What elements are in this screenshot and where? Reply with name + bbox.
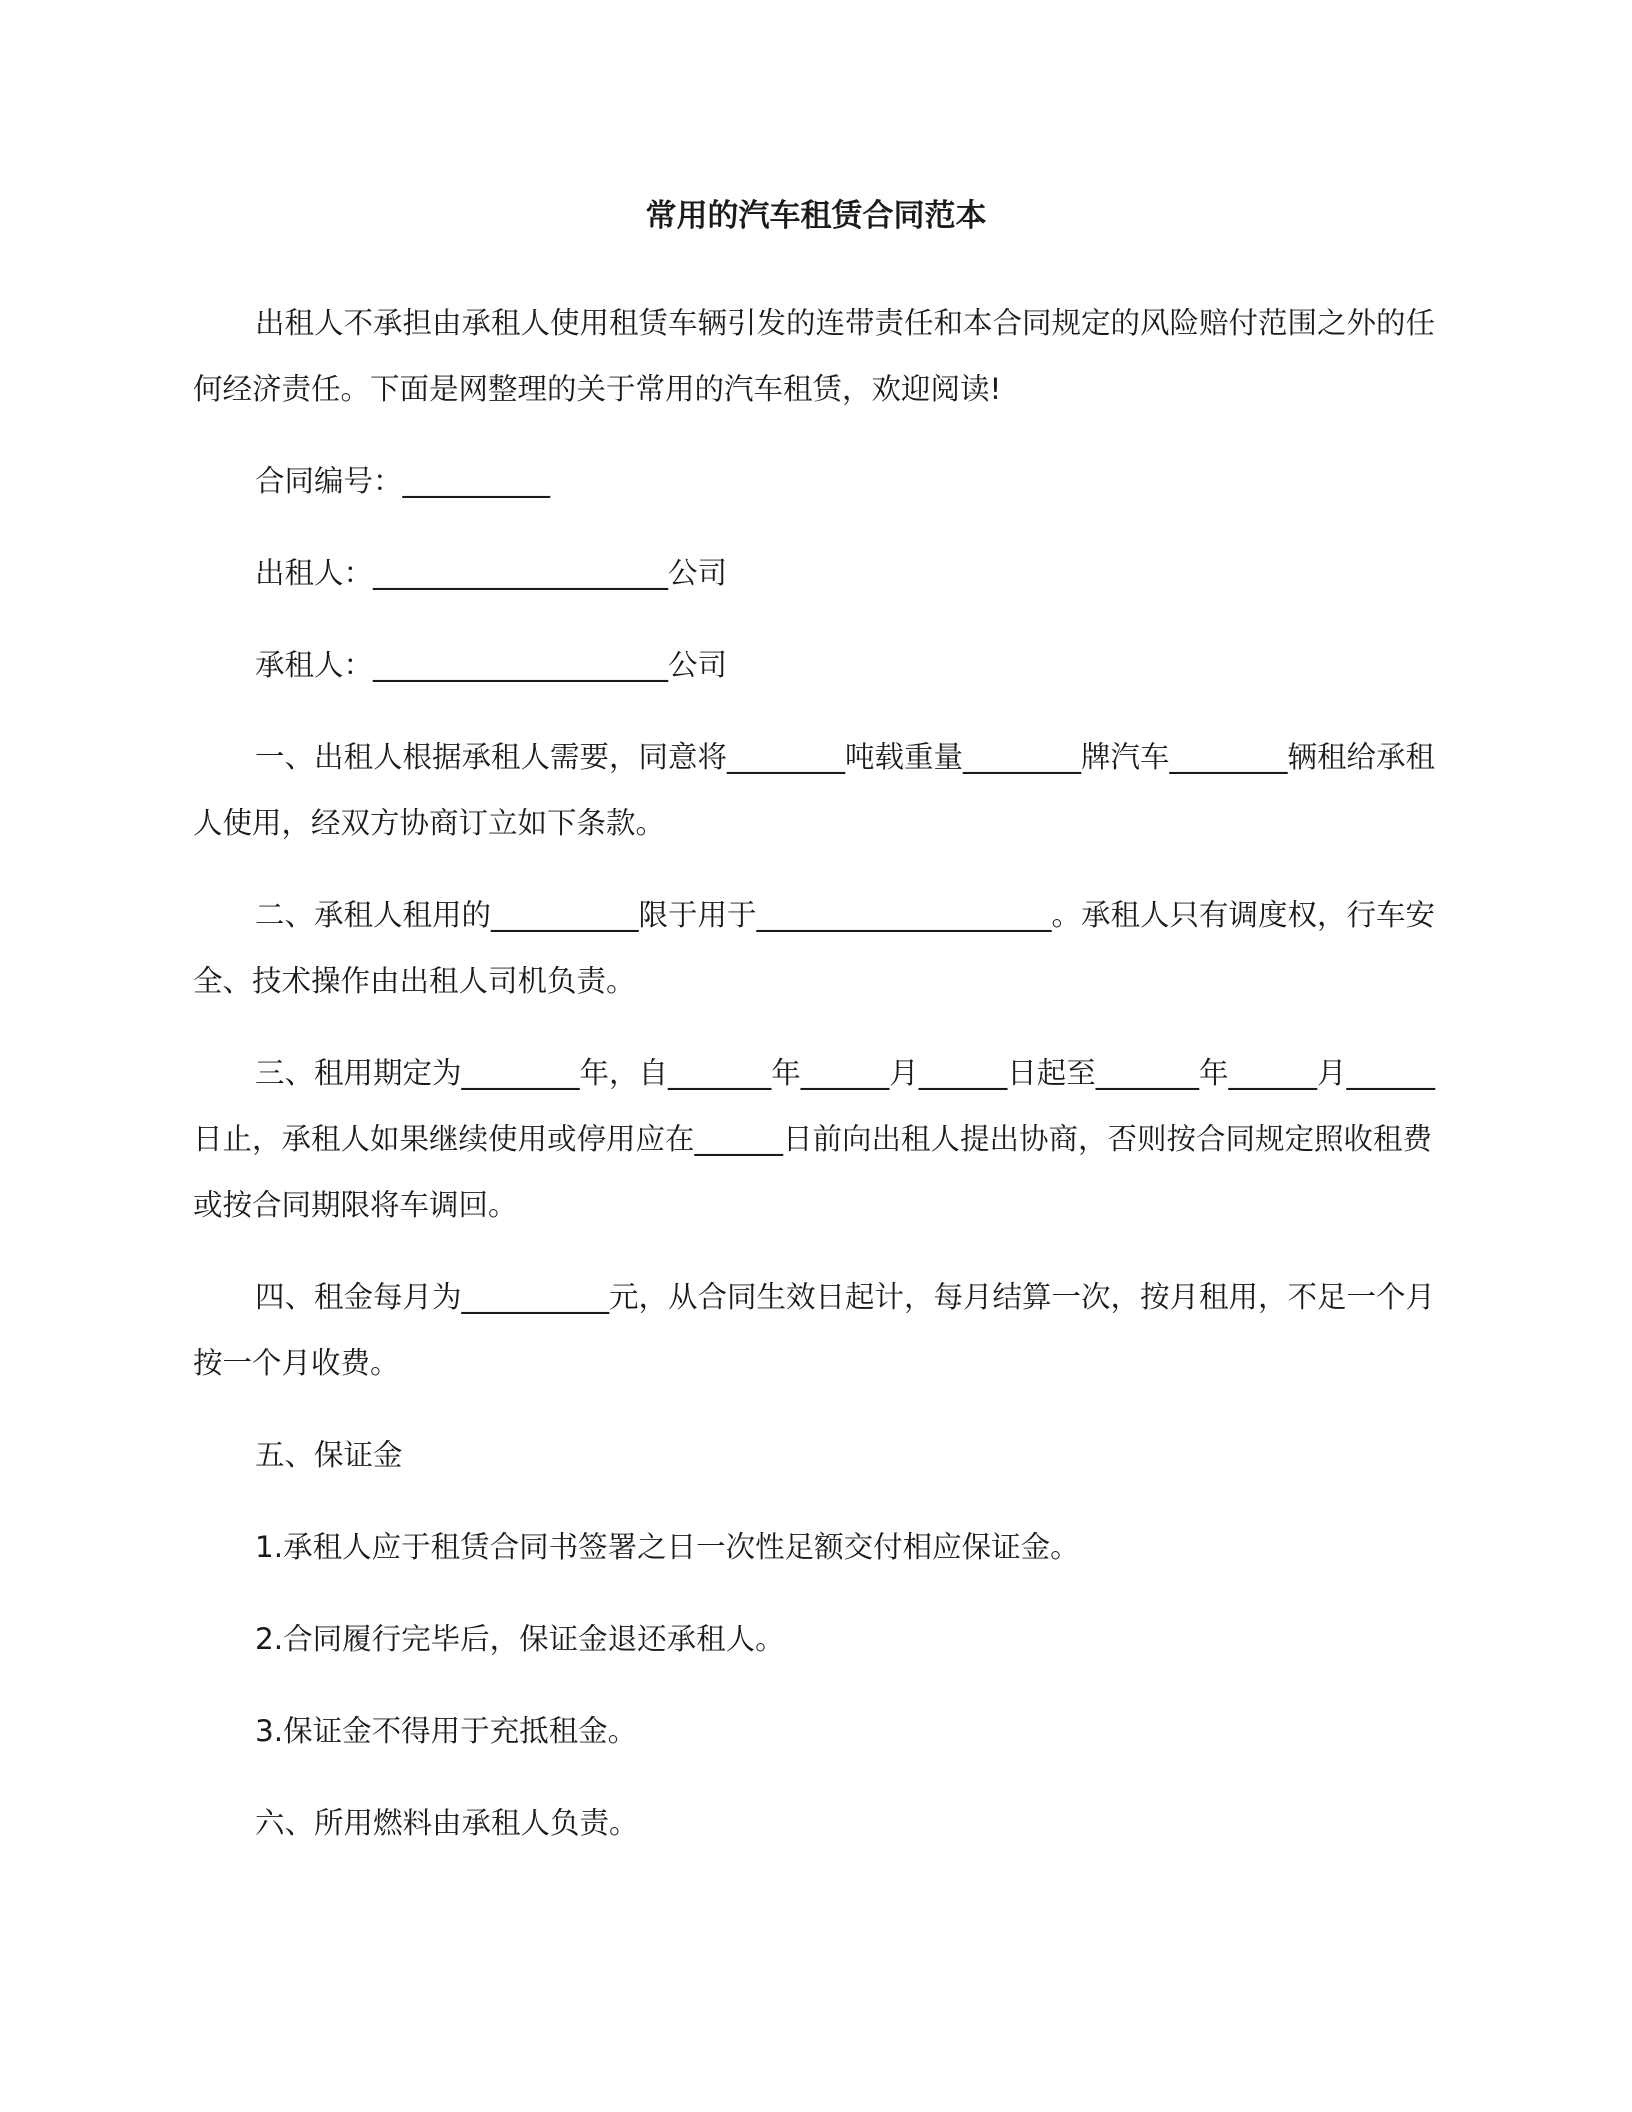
- lessor-line: 出租人：____________________公司: [255, 556, 728, 590]
- clause-1: 一、出租人根据承租人需要，同意将________吨载重量________牌汽车________辆租给承租人使用，经双方协商订立如下条款。: [193, 740, 1436, 840]
- intro-paragraph: 出租人不承担由承租人使用租赁车辆引发的连带责任和本合同规定的风险赔付范围之外的任何经济责任。下面是网整理的关于常用的汽车租赁，欢迎阅读!: [193, 306, 1436, 406]
- clause-2: 二、承租人租用的__________限于用于____________________。承租人只有调度权，行车安全、技术操作由出租人司机负责。: [193, 898, 1436, 998]
- lessee-line: 承租人：____________________公司: [255, 648, 728, 682]
- clause-5-item-3: 3.保证金不得用于充抵租金。: [255, 1714, 638, 1748]
- clause-5-item-1: 1.承租人应于租赁合同书签署之日一次性足额交付相应保证金。: [255, 1530, 1080, 1564]
- clause-5-heading: 五、保证金: [255, 1438, 403, 1472]
- document-body: [193, 290, 1438, 1882]
- clause-5-item-2: 2.合同履行完毕后，保证金退还承租人。: [255, 1622, 785, 1656]
- document-title: 常用的汽车租赁合同范本: [645, 198, 987, 234]
- clause-4: 四、租金每月为__________元，从合同生效日起计，每月结算一次，按月租用，不足一个月按一个月收费。: [193, 1280, 1436, 1380]
- clause-6: 六、所用燃料由承租人负责。: [255, 1806, 639, 1840]
- clause-3: 三、租用期定为________年，自_______年______月______日起至_______年______月______日止，承租人如果继续使用或停用应在______日前向出租人提出协商，否则按合同规定照收租费或按合同期限将车调回。: [193, 1056, 1436, 1222]
- contract-number-line: 合同编号：__________: [255, 464, 551, 498]
